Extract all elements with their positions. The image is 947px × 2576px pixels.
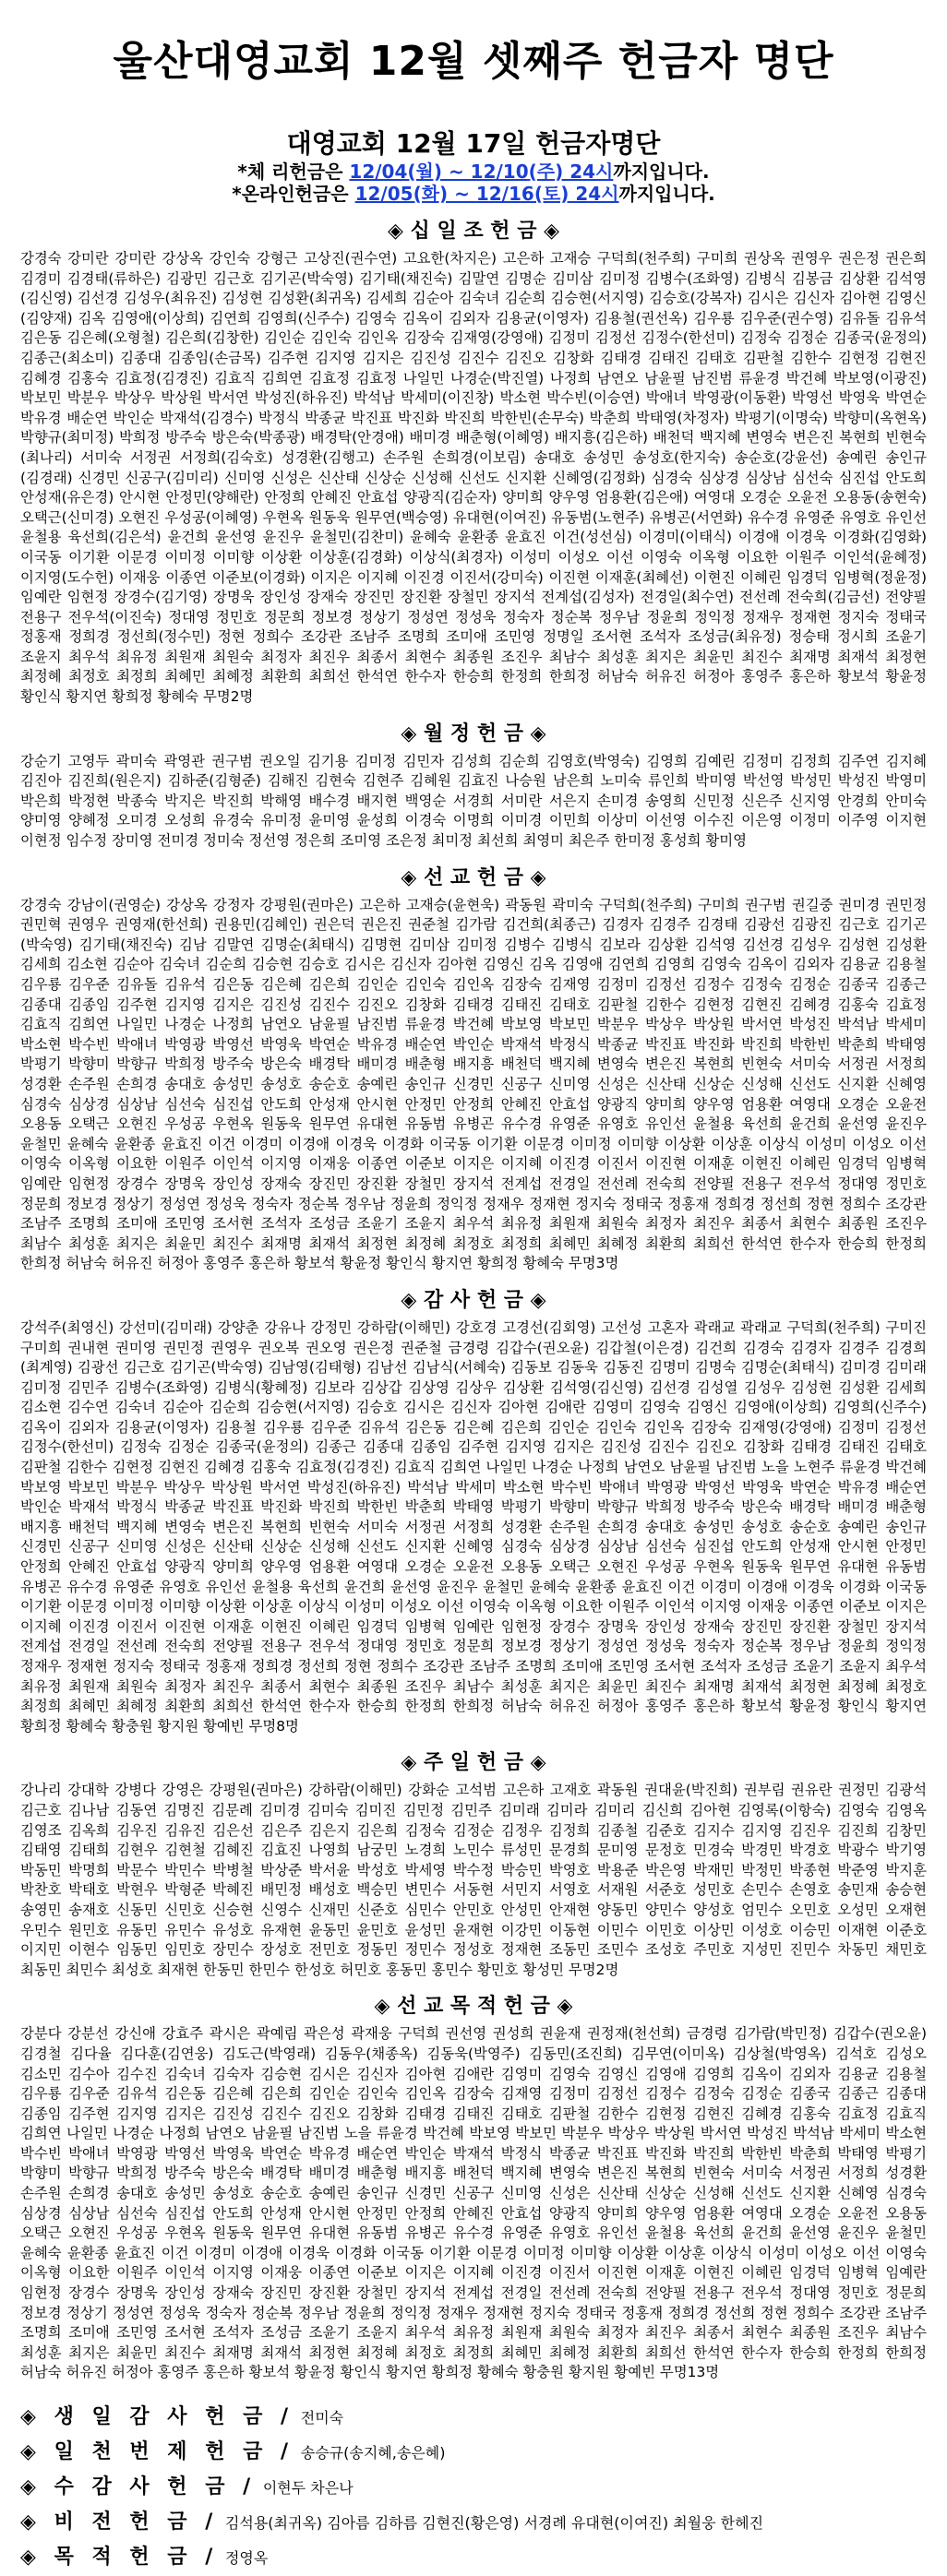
birthday-offering-row	[20, 2400, 927, 2435]
offering-names: 전미숙	[300, 2409, 344, 2427]
offering-label: ◈ 수 감 사 헌 금 /	[20, 2475, 257, 2498]
note-prefix: *온라인헌금은	[232, 183, 355, 205]
note-suffix: 까지입니다.	[613, 161, 710, 183]
offering-names: 정영옥	[224, 2549, 269, 2567]
section-heading: ◈ 감 사 헌 금 ◈	[401, 1288, 546, 1312]
section-heading: ◈ 선 교 헌 금 ◈	[401, 865, 546, 889]
note-suffix: 까지입니다.	[618, 183, 715, 205]
section-heading: ◈ 월 정 헌 금 ◈	[401, 722, 546, 745]
page-title: 울산대영교회 12월 셋째주 헌금자 명단	[113, 38, 834, 85]
donor-names: 강나리 강대학 강병다 강영은 강평원(권마은) 강하람(이해민) 강화순 고석범 고은하 고재호 곽동원 권대윤(박진희) 권부림 권유란 권정민 김광석 김근호 김나남 김동연 김명진 김문례 김미경 김미숙 김미진 김민정 김민주 김미래 김미라 김미리 김신희 김아현 김영록(이항숙) 김영숙 김영옥 김영조 김옥희 김우진 김유진 김은선 김은주 김은지 김은희 김정숙 김정순 김정우 김정희 김종철 김준호 김지수 김지영 김진우 김진희 김창민 김태영 김태희 김현우 김현철 김혜진 김효진 나영희 남궁민 노경희 노민수 류성민 문경희 문미영 문정호 민경숙 박경민 박경호 박광수 박기영 박동민 박명희 박문수 박민수 박병철 박상준 박서윤 박성호 박세영 박수정 박승민 박영호 박용준 박은영 박재민 박정민 박종현 박준영 박지훈 박찬호 박태호 박현우 박형준 박혜진 배민정 배성호 백승민 변민수 서동현 서민지 서영호 서재원 서준호 성민호 손민수 손영호 송민재 송승현 송영민 송재호 신동민 신민호 신승현 신영수 신재민 신준호 심민수 안민호 안성민 안재현 양동민 양민수 양성호 엄민수 오민호 오성민 오재현 우민수 원민호 유동민 유민수 유성호 유재현 윤동민 윤민호 윤성민 윤재현 이강민 이동현 이민수 이민호 이상민 이성호 이승민 이재현 이준호 이지민 이현수 임동민 임민호 장민수 장성호 전민호 정동민 정민수 정성호 정재현 조동민 조민수 조성호 주민호 지성민 진민수 차동민 채민호 최동민 최민수 최성호 최재현 한동민 한민수 한성호 허민호 홍동민 홍민수 황민호 황성민 무명2명	[20, 1782, 927, 1978]
donor-names: 강분다 강분선 강신애 강효주 곽시은 곽예림 곽은성 곽재웅 구덕희 권선영 권성희 권윤재 권정재(천선희) 금경령 김가람(박민정) 김갑수(권오윤) 김경철 김다율 김다훈(김연웅) 김도근(박영래) 김동우(채종옥) 김동욱(박영주) 김동민(조진희) 김무연(이미옥) 김상철(박영옥) 김석호 김성오 김소민 김수아 김수진 김숙녀 김숙자 김승현 김시은 김신자 김아현 김애란 김영미 김영숙 김영신 김영애 김영희 김옥이 김외자 김용균 김용철 김우룡 김우준 김유석 김은동 김은혜 김은희 김인순 김인숙 김인옥 김장숙 김재영 김정미 김정선 김정수 김정숙 김정순 김종국 김종근 김종대 김종임 김주현 김지영 김지은 김진성 김진수 김진오 김창화 김태경 김태진 김태호 김판철 김한수 김현정 김현진 김혜경 김홍숙 김효정 김효직 김희연 나일민 나경순 나정희 남연오 남윤필 남진범 노을 류윤경 박건혜 박보영 박보민 박분우 박상우 박상원 박서연 박성진 박석남 박세미 박소현 박수빈 박애녀 박영광 박영선 박영욱 박연순 박유경 배순연 박인순 박재석 박정식 박종균 박진표 박진화 박진희 박한빈 박춘희 박태영 박평기 박향미 박향규 박희정 방주숙 방은숙 배경탁 배미경 배춘형 배지흥 배천덕 백지혜 변영숙 변은진 복현희 빈현숙 서미숙 서정권 서정희 성경환 손주원 손희경 송대호 송성민 송성호 송순호 송예린 송인규 신경민 신공구 신미영 신성은 신산태 신상순 신성해 신선도 신지환 신혜영 심경숙 심상경 심상남 심선숙 심진섭 안도희 안성재 안시현 안정민 안정희 안혜진 안효섭 양광직 양미희 양우영 엄용환 여영대 오경순 오윤전 오용동 오택근 오현진 우성공 우현옥 원동욱 원무연 유대현 유동범 유병곤 유수경 유영준 유영호 유인선 윤철용 육선희 윤건희 윤선영 윤진우 윤철민 윤혜숙 윤환종 윤효진 이건 이경미 이경애 이경욱 이경화 이국동 이기환 이문경 이미정 이미향 이상환 이상훈 이상식 이성미 이성오 이선 이영숙 이옥형 이요한 이원주 이인석 이지영 이재웅 이종연 이준보 이지은 이지혜 이진경 이진서 이진현 이재훈 이현진 이혜린 임경덕 임병혁 임예란 임현정 장경수 장명욱 장인성 장재숙 장진민 장진환 장철민 장지석 전계섭 전경일 전선례 전숙희 전양필 전용구 전우석 정대영 정민호 정문희 정보경 정상기 정성연 정성욱 정숙자 정순복 정우남 정윤희 정익정 정재우 정재현 정지숙 정태국 정홍재 정희경 정선희 정현 정희수 조강관 조남주 조명희 조미애 조민영 조서현 조석자 조성금 조윤기 조윤지 최우석 최유정 최원재 최원숙 최정자 최진우 최종서 최현수 최종원 조진우 최남수 최성훈 최지은 최윤민 최진수 최재명 최재석 최정현 최정혜 최정호 최정희 최혜민 최혜정 최환희 최희선 한석연 한수자 한승희 한정희 한희정 허남숙 허유진 허정아 홍영주 홍은하 황보석 황윤정 황인식 황지연 황희정 황혜숙 황충원 황지원 황예빈 무명13명	[20, 2025, 927, 2381]
header-block	[20, 124, 927, 205]
section-mission-purpose	[20, 1993, 927, 2383]
note-date-range: 12/04(월) ~ 12/10(주) 24시	[349, 161, 614, 183]
vision-offering-row	[20, 2505, 927, 2540]
section-monthly	[20, 721, 927, 852]
offering-label: ◈ 비 전 헌 금 /	[20, 2510, 219, 2534]
other-offerings	[20, 2400, 927, 2575]
offering-label: ◈ 일 천 번 제 헌 금 /	[20, 2440, 294, 2463]
donor-names: 강경숙 강미란 강미란 강상옥 강인숙 강형근 고상진(권수연) 고요한(차지은) 고은하 고재승 구덕희(천주희) 구미희 권상옥 권영우 권은정 권은희 김경미 김경태(류하은) 김광민 김근호 김기곤(박숙영) 김기태(채진숙) 김말연 김명순 김미삼 김미정 김병수(조화영) 김병식 김봉금 김상환 김석영(김신영) 김선경 김성우(최유진) 김성현 김성환(최귀옥) 김세희 김순아 김숙녀 김순희 김승현(서지영) 김승호(강복자) 김시은 김신자 김아현 김영신(김양재) 김옥 김영애(이상희) 김연희 김영희(신주수) 김영숙 김옥이 김외자 김용균(이영자) 김용철(권선옥) 김우룡 김우준(권수영) 김유돌 김유석 김은동 김은혜(오형철) 김은희(김창한) 김인순 김인숙 김인옥 김장숙 김재영(강영애) 김정미 김정선 김정수(한선미) 김정숙 김정순 김종국(윤정의) 김종근(최소미) 김종대 김종임(손금목) 김주현 김지영 김지은 김진성 김진수 김진오 김창화 김태경 김태진 김태호 김판철 김한수 김현정 김현진 김혜경 김홍숙 김효정(김경진) 김효직 김희연 김효정 김효정 나일민 나경순(박진열) 나정희 남연오 남윤필 남진범 류윤경 박건혜 박보영(이광진) 박보민 박분우 박상우 박상원 박서연 박성진(하유진) 박석남 박세미(이진창) 박소현 박수빈(이승연) 박애녀 박영광(이동환) 박영선 박영욱 박연순 박유경 배순연 박인순 박재석(김경수) 박정식 박종균 박진표 박진화 박진희 박한빈(손무숙) 박춘희 박태영(차정자) 박평기(이명숙) 박향미(옥현옥) 박향규(최미정) 박희정 방주숙 방은숙(박종광) 배경탁(안경애) 배미경 배춘형(이혜영) 배지흥(김은하) 배천덕 백지혜 변영숙 변은진 복현희 빈현숙(최나리) 서미숙 서정권 서정희(김숙호) 성경환(김행고) 손주원 손희경(이보림) 송대호 송성민 송성호(한지숙) 송순호(강윤선) 송예린 송인규(김경래) 신경민 신공구(김미리) 신미영 신성은 신산태 신상순 신성해 신선도 신지환 신혜영(김정화) 심경숙 심상경 심상남 심선숙 심진섭 안도희 안성재(유은경) 안시현 안정민(양해란) 안정희 안혜진 안효섭 양광직(김순자) 양미희 양우영 엄용환(김은애) 여영대 오경순 오윤전 오용동(송현숙) 오택근(신미경) 오현진 우성공(이혜영) 우현옥 원동욱 원무연(백승영) 유대현(이여진) 유동범(노현주) 유병곤(서연화) 유수경 유영준 유영호 유인선 윤철용 육선희(김은석) 윤건희 윤선영 윤진우 윤철민(김찬미) 윤혜숙 윤환종 윤효진 이건(성선심) 이경미(이태식) 이경애 이경욱 이경화(김영화) 이국동 이기환 이문경 이미정 이미향 이상환 이상훈(김경화) 이상식(최경자) 이성미 이성오 이선 이영숙 이옥형 이요한 이원주 이인석(윤혜정) 이지영(도수헌) 이재웅 이종연 이준보(이경화) 이지은 이지혜 이진경 이진서(강미숙) 이진현 이재훈(최혜선) 이현진 이혜린 임경덕 임병혁(정윤정) 임예란 임현정 장경수(김기영) 장명욱 장인성 장재숙 장진민 장진환 장철민 장지석 전계섭(김성자) 전경일(최수연) 전선례 전숙희(김금선) 전양필 전용구 전우석(이진숙) 정대영 정민호 정문희 정보경 정상기 정성연 정성욱 정숙자 정순복 정우남 정윤희 정익정 정재우 정재현 정지숙 정태국 정홍재 정희경 정선희(정수민) 정현 정희수 조강관 조남주 조명희 조미애 조민영 정명일 조서현 조석자 조성금(최유정) 정승태 정시희 조윤기 조윤지 최우석 최유정 최원재 최원숙 최정자 최진우 최종서 최현수 최종원 조진우 최남수 최성훈 최지은 최윤민 최진수 최재명 최재석 최정현 최정혜 최정호 최정희 최혜민 최혜정 최환희 최희선 한석연 한수자 한승희 한정희 한희정 허남숙 허유진 허정아 홍영주 홍은하 황보석 황윤정 황인식 황지연 황희정 황혜숙 무명2명	[20, 250, 927, 706]
donor-names: 강경숙 강남이(권영순) 강상옥 강정자 강평원(권마은) 고은하 고재승(윤현욱) 곽동원 곽미숙 구덕희(천주희) 구미희 권구범 권길중 권미경 권민정 권민혁 권영우 권영재(한선희) 권용민(김혜인) 권은덕 권은진 권준철 김가람 김건희(최종근) 김경자 김경주 김경태 김광선 김광진 김근호 김기곤(박숙영) 김기태(채진숙) 김남 김말연 김명순(최태식) 김명현 김미삼 김미정 김병수 김병식 김보라 김상환 김석영 김선경 김성우 김성현 김성환 김세희 김소현 김순아 김숙녀 김순희 김승현 김승호 김시은 김신자 김아현 김영신 김옥 김영애 김연희 김영희 김영숙 김옥이 김외자 김용균 김용철 김우룡 김우준 김유돌 김유석 김은동 김은혜 김은희 김인순 김인숙 김인옥 김장숙 김재영 김정미 김정선 김정수 김정숙 김정순 김종국 김종근 김종대 김종임 김주현 김지영 김지은 김진성 김진수 김진오 김창화 김태경 김태진 김태호 김판철 김한수 김현정 김현진 김혜경 김홍숙 김효정 김효직 김희연 나일민 나경순 나정희 남연오 남윤필 남진범 류윤경 박건혜 박보영 박보민 박분우 박상우 박상원 박서연 박성진 박석남 박세미 박소현 박수빈 박애녀 박영광 박영선 박영욱 박연순 박유경 배순연 박인순 박재석 박정식 박종균 박진표 박진화 박진희 박한빈 박춘희 박태영 박평기 박향미 박향규 박희정 방주숙 방은숙 배경탁 배미경 배춘형 배지흥 배천덕 백지혜 변영숙 변은진 복현희 빈현숙 서미숙 서정권 서정희 성경환 손주원 손희경 송대호 송성민 송성호 송순호 송예린 송인규 신경민 신공구 신미영 신성은 신산태 신상순 신성해 신선도 신지환 신혜영 심경숙 심상경 심상남 심선숙 심진섭 안도희 안성재 안시현 안정민 안정희 안혜진 안효섭 양광직 양미희 양우영 엄용환 여영대 오경순 오윤전 오용동 오택근 오현진 우성공 우현옥 원동욱 원무연 유대현 유동범 유병곤 유수경 유영준 유영호 유인선 윤철용 육선희 윤건희 윤선영 윤진우 윤철민 윤혜숙 윤환종 윤효진 이건 이경미 이경애 이경욱 이경화 이국동 이기환 이문경 이미정 이미향 이상환 이상훈 이상식 이성미 이성오 이선 이영숙 이옥형 이요한 이원주 이인석 이지영 이재웅 이종연 이준보 이지은 이지혜 이진경 이진서 이진현 이재훈 이현진 이혜린 임경덕 임병혁 임예란 임현정 장경수 장명욱 장인성 장재숙 장진민 장진환 장철민 장지석 전계섭 전경일 전선례 전숙희 전양필 전용구 전우석 정대영 정민호 정문희 정보경 정상기 정성연 정성욱 정숙자 정순복 정우남 정윤희 정익정 정재우 정재현 정지숙 정태국 정홍재 정희경 정선희 정현 정희수 조강관 조남주 조명희 조미애 조민영 조서현 조석자 조성금 조윤기 조윤지 최우석 최유정 최원재 최원숙 최정자 최진우 최종서 최현수 최종원 조진우 최남수 최성훈 최지은 최윤민 최진수 최재명 최재석 최정현 최정혜 최정호 최정희 최혜민 최혜정 최환희 최희선 한석연 한수자 한승희 한정희 한희정 허남숙 허유진 허정아 홍영주 홍은하 황보석 황윤정 황인식 황지연 황희정 황혜숙 무명3명	[20, 896, 927, 1272]
donor-names: 강석주(최영신) 강선미(김미래) 강양춘 강유나 강정민 강하람(이해민) 강호경 고경선(김회영) 고선성 고혼자 곽래교 곽래교 구덕희(천주희) 구미진 구미희 권내현 권미영 권민정 권영우 권오복 권오영 권은정 권준철 금경령 김갑수(권오윤) 김갑철(이은경) 김건희 김경숙 김경자 김경주 김경희(최계영) 김광선 김근호 김기곤(박숙영) 김남영(김태형) 김남선 김남식(서혜숙) 김동보 김동욱 김동진 김명미 김명숙 김명순(최태식) 김미경 김미래 김미정 김민주 김병수(조화영) 김병식(황혜정) 김보라 김상갑 김상영 김상우 김상환 김석영(김신영) 김선경 김성열 김성우 김성현 김성환 김세희 김소현 김수연 김숙녀 김순아 김순희 김승현(서지영) 김승호 김시은 김신자 김아현 김애란 김영미 김영숙 김영신 김영애(이상희) 김영희(신주수) 김옥이 김외자 김용균(이영자) 김용철 김우룡 김우준 김유석 김은동 김은혜 김은희 김인순 김인숙 김인옥 김장숙 김재영(강영애) 김정미 김정선 김정수(한선미) 김정숙 김정순 김종국(윤정의) 김종근 김종대 김종임 김주현 김지영 김지은 김진성 김진수 김진오 김창화 김태경 김태진 김태호 김판철 김한수 김현정 김현진 김혜경 김홍숙 김효정(김경진) 김효직 김희연 나일민 나경순 나정희 남연오 남윤필 남진범 노을 노현주 류윤경 박건혜 박보영 박보민 박분우 박상우 박상원 박서연 박성진(하유진) 박석남 박세미 박소현 박수빈 박애녀 박영광 박영선 박영욱 박연순 박유경 배순연 박인순 박재석 박정식 박종균 박진표 박진화 박진희 박한빈 박춘희 박태영 박평기 박향미 박향규 박희정 방주숙 방은숙 배경탁 배미경 배춘형 배지흥 배천덕 백지혜 변영숙 변은진 복현희 빈현숙 서미숙 서정권 서정희 성경환 손주원 손희경 송대호 송성민 송성호 송순호 송예린 송인규 신경민 신공구 신미영 신성은 신산태 신상순 신성해 신선도 신지환 신혜영 심경숙 심상경 심상남 심선숙 심진섭 안도희 안성재 안시현 안정민 안정희 안혜진 안효섭 양광직 양미희 양우영 엄용환 여영대 오경순 오윤전 오용동 오택근 오현진 우성공 우현옥 원동욱 원무연 유대현 유동범 유병곤 유수경 유영준 유영호 유인선 윤철용 육선희 윤건희 윤선영 윤진우 윤철민 윤혜숙 윤환종 윤효진 이건 이경미 이경애 이경욱 이경화 이국동 이기환 이문경 이미정 이미향 이상환 이상훈 이상식 이성미 이성오 이선 이영숙 이옥형 이요한 이원주 이인석 이지영 이재웅 이종연 이준보 이지은 이지혜 이진경 이진서 이진현 이재훈 이현진 이혜린 임경덕 임병혁 임예란 임현정 장경수 장명욱 장인성 장재숙 장진민 장진환 장철민 장지석 전계섭 전경일 전선례 전숙희 전양필 전용구 전우석 정대영 정민호 정문희 정보경 정상기 정성연 정성욱 정숙자 정순복 정우남 정윤희 정익정 정재우 정재현 정지숙 정태국 정홍재 정희경 정선희 정현 정희수 조강관 조남주 조명희 조미애 조민영 조서현 조석자 조성금 조윤기 조윤지 최우석 최유정 최원재 최원숙 최정자 최진우 최종서 최현수 최종원 조진우 최남수 최성훈 최지은 최윤민 최진수 최재명 최재석 최정현 최정혜 최정호 최정희 최혜민 최혜정 최환희 최희선 한석연 한수자 한승희 한정희 한희정 허남숙 허유진 허정아 홍영주 홍은하 황보석 황윤정 황인식 황지연 황희정 황혜숙 황충원 황지원 황예빈 무명8명	[20, 1318, 927, 1735]
note-prefix: *체 리헌금은	[237, 161, 350, 183]
section-heading: ◈ 선 교 목 적 헌 금 ◈	[374, 1995, 573, 2019]
section-heading: ◈ 십 일 조 헌 금 ◈	[387, 220, 560, 243]
section-thanksgiving	[20, 1287, 927, 1736]
offering-names: 이현두 차은나	[262, 2479, 354, 2497]
offering-names: 송승규(송지혜,송은혜)	[300, 2444, 446, 2462]
donor-names: 강순기 고영두 곽미숙 곽영관 권구범 권오일 김기용 김미정 김민자 김성희 김순희 김영호(박영숙) 김영희 김예린 김정미 김정희 김주연 김지혜 김진아 김진희(원은지) 김하준(김형준) 김해진 김현숙 김현주 김혜원 김효진 나승원 남은희 노미숙 류인희 박미영 박선영 박성민 박성진 박영미 박은희 박정현 박종숙 박지은 박진희 박해영 배수경 배지현 백영순 서경희 서미란 서은지 손미경 송영희 신민정 신은주 신지영 안경희 안미숙 양미영 양혜정 오미경 오성희 유경숙 유미정 윤미영 윤성희 이경숙 이명희 이미경 이민희 이상미 이선영 이수진 이은영 이정미 이주영 이지현 이현정 임수정 장미영 전미경 정미숙 정선영 정은희 조미영 조은정 최미정 최선희 최영미 최은주 한미정 홍성희 황미영	[20, 752, 927, 850]
harvest-offering-row	[20, 2470, 927, 2505]
offering-names: 김석용(최귀옥) 김아름 김하름 김현진(황은영) 서경례 유대현(이여진) 최월웅 한헤진	[224, 2514, 764, 2532]
sub-title: 대영교회 12월 17일 헌금자명단	[286, 128, 661, 159]
section-heading: ◈ 주 일 헌 금 ◈	[401, 1751, 546, 1775]
thousand-offering-row	[20, 2435, 927, 2470]
note-tithe-period	[20, 161, 927, 183]
section-tithe	[20, 218, 927, 708]
section-sunday	[20, 1749, 927, 1980]
offering-label: ◈ 목 적 헌 금 /	[20, 2546, 219, 2569]
note-date-range: 12/05(화) ~ 12/16(토) 24시	[354, 183, 619, 205]
section-mission	[20, 865, 927, 1274]
note-online-period	[20, 183, 927, 205]
purpose-offering-row	[20, 2540, 927, 2575]
offering-label: ◈ 생 일 감 사 헌 금 /	[20, 2405, 294, 2428]
